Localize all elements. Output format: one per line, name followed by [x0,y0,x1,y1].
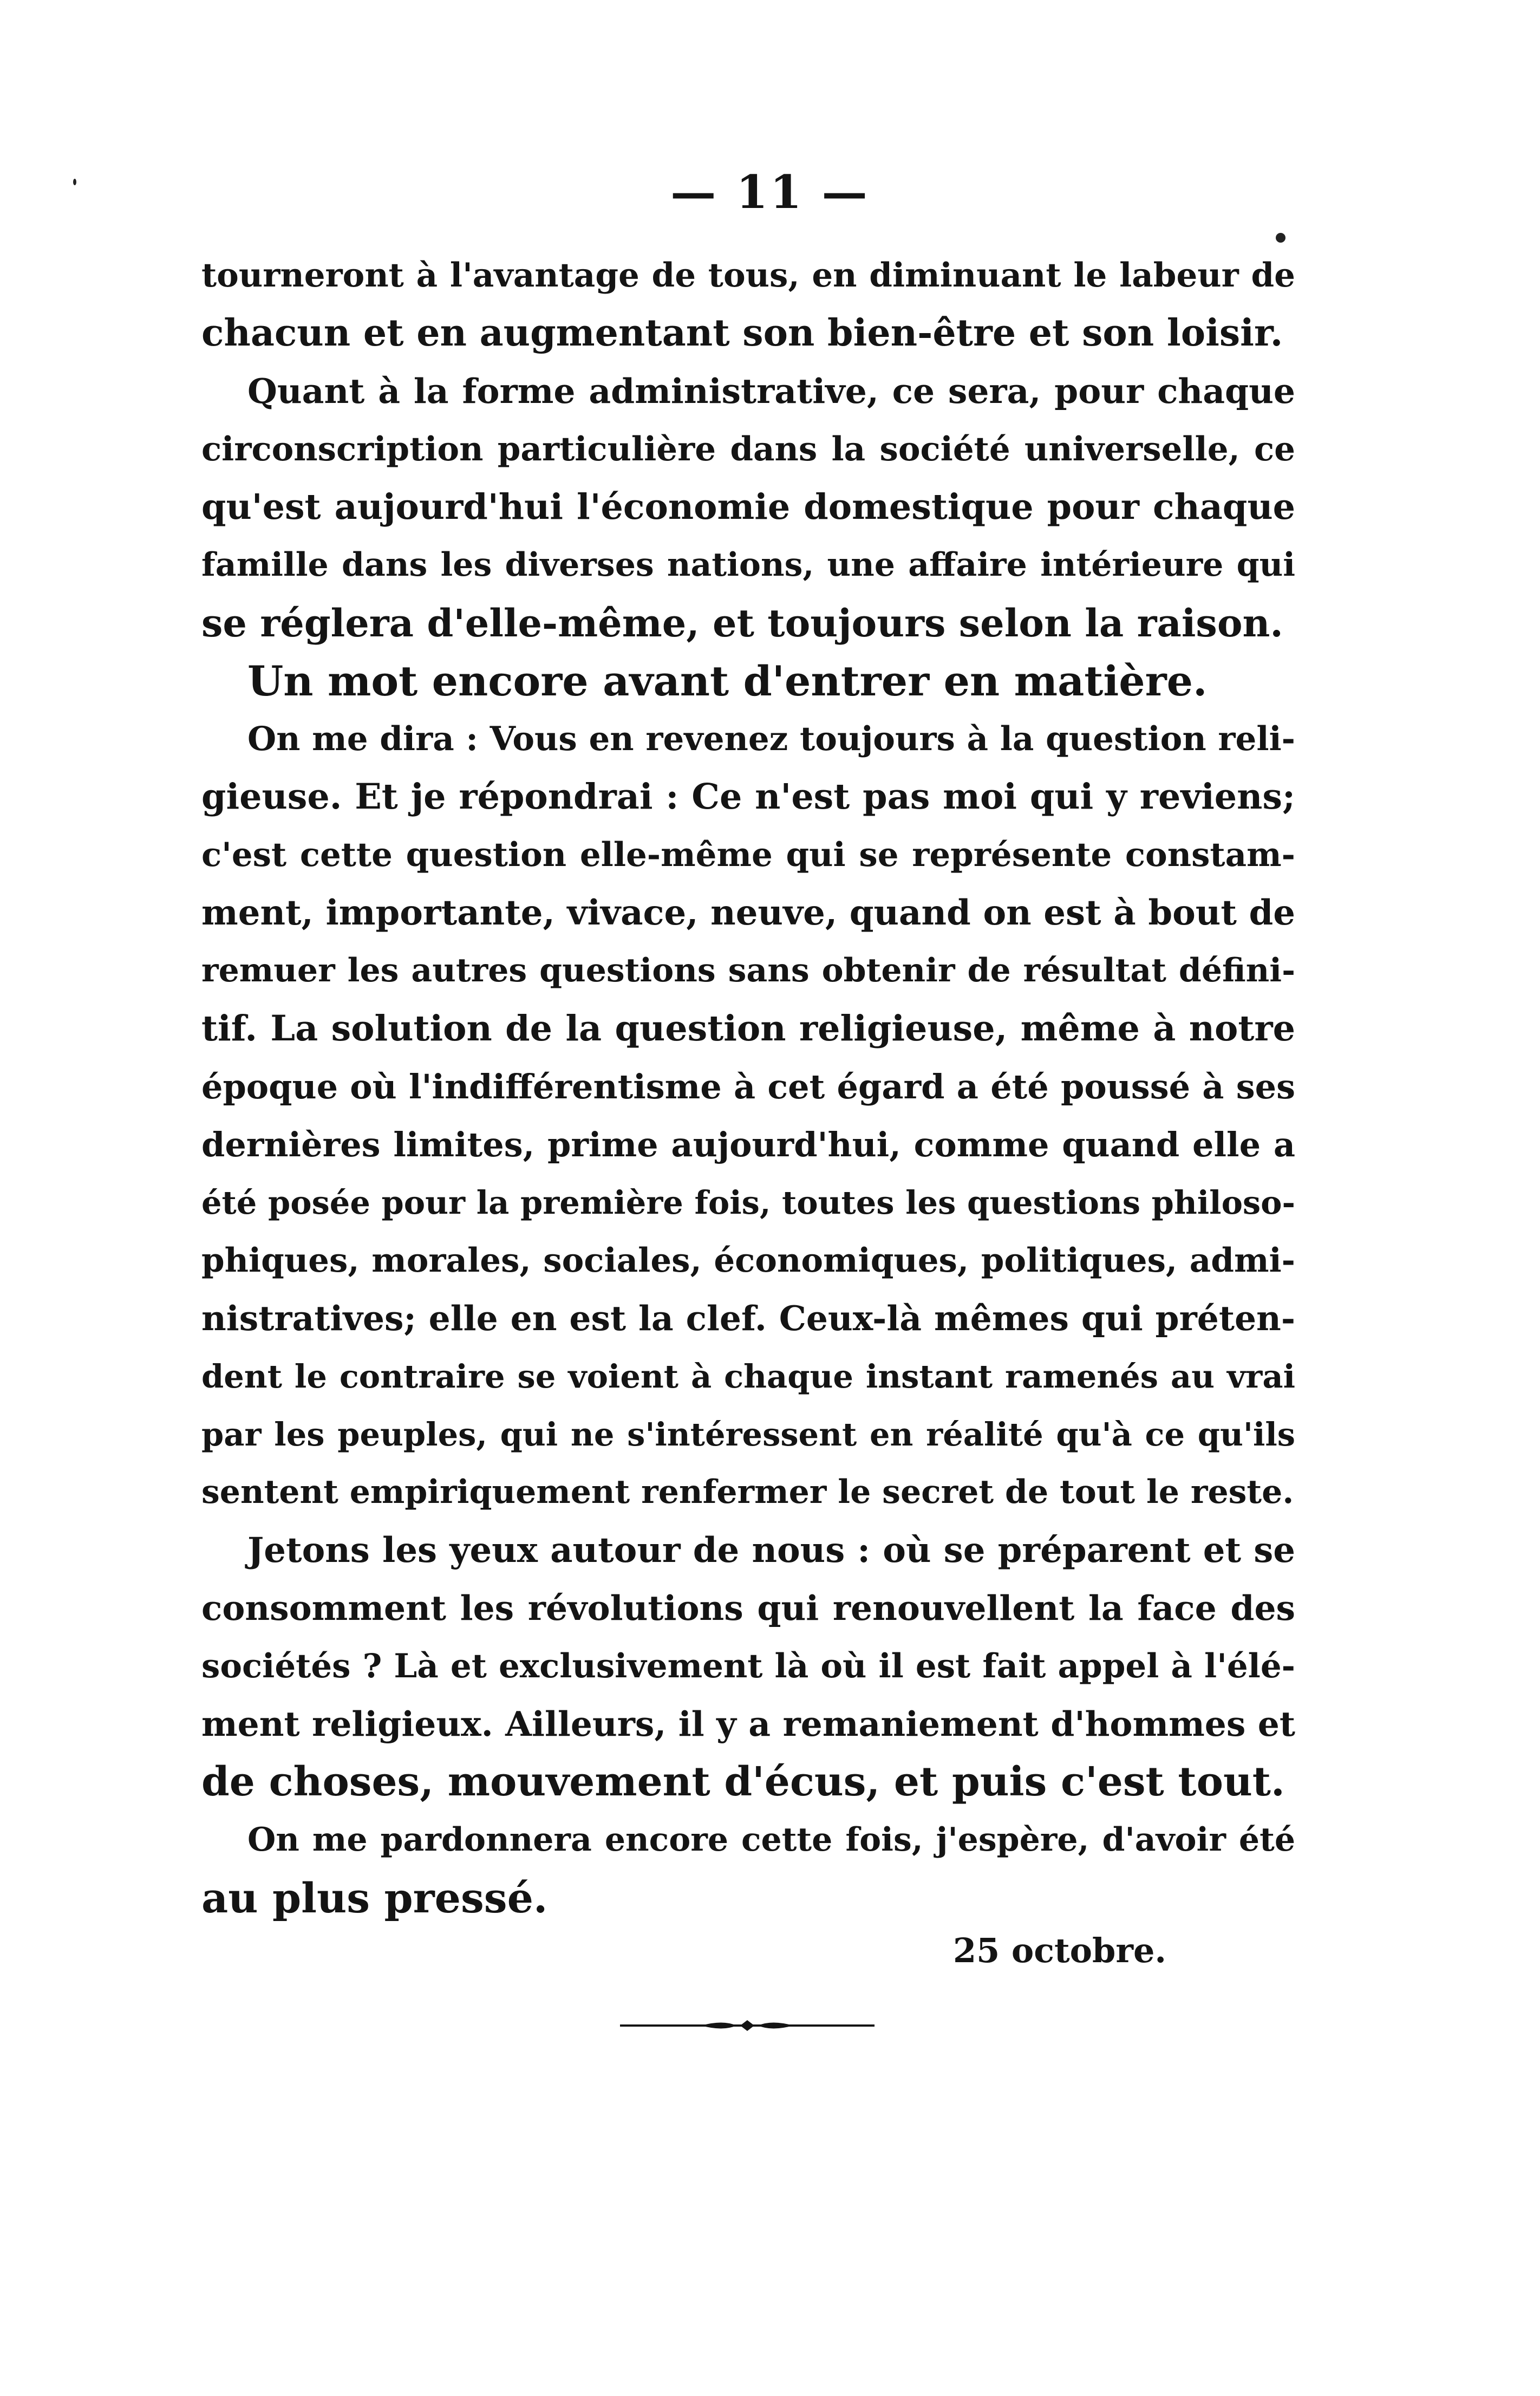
speck [1276,233,1285,243]
text-line: chacun et en augmentant son bien-être et son loisir. [201,311,1283,355]
text-line: dent le contraire se voient à chaque instant ramenés au vrai [201,1358,1295,1395]
text-line: époque où l'indifférentisme à cet égard a été poussé à ses [201,1067,1295,1106]
text-line: ment religieux. Ailleurs, il y a remaniement d'hommes et [201,1704,1295,1744]
page-number: — 11 — [670,165,870,219]
text-line: circonscription particulière dans la société universelle, ce [201,430,1295,468]
text-line: Un mot encore avant d'entrer en matière. [247,657,1208,705]
text-line: de choses, mouvement d'écus, et puis c'est tout. [201,1759,1285,1805]
text-line: c'est cette question elle-même qui se représente constam- [201,836,1295,874]
text-line: sociétés ? Là et exclusivement là où il est fait appel à l'élé- [201,1647,1295,1685]
text-line: dernières limites, prime aujourd'hui, comme quand elle a [201,1125,1295,1164]
text-line: nistratives; elle en est la clef. Ceux-là mêmes qui préten- [201,1298,1295,1338]
text-line: phiques, morales, sociales, économiques, politiques, admi- [201,1241,1295,1280]
text-line: qu'est aujourd'hui l'économie domestique pour chaque [201,486,1295,528]
text-line: famille dans les diverses nations, une affaire intérieure qui [201,546,1295,584]
text-line: consomment les révolutions qui renouvellent la face des [201,1588,1295,1628]
text-line: On me dira : Vous en revenez toujours à la question reli- [247,720,1295,758]
text-line: Jetons les yeux autour de nous : où se préparent et se [247,1530,1295,1571]
text-line: gieuse. Et je répondrai : Ce n'est pas moi qui y reviens; [201,776,1295,817]
date-signature: 25 octobre. [953,1931,1167,1970]
text-line: ment, importante, vivace, neuve, quand on est à bout de [201,893,1295,933]
body-text [201,246,1295,1927]
text-line: Quant à la forme administrative, ce sera, pour chaque [247,371,1295,411]
text-line: se réglera d'elle-même, et toujours selon la raison. [201,601,1283,646]
text-line: tourneront à l'avantage de tous, en diminuant le labeur de [201,256,1295,295]
text-line: On me pardonnera encore cette fois, j'espère, d'avoir été [247,1821,1295,1859]
text-line: remuer les autres questions sans obtenir de résultat défini- [201,952,1295,989]
text-line: tif. La solution de la question religieuse, même à notre [201,1008,1295,1049]
text-line: au plus pressé. [201,1874,548,1922]
text-line: sentent empiriquement renfermer le secret de tout le reste. [201,1473,1294,1511]
text-line: été posée pour la première fois, toutes les questions philoso- [201,1184,1295,1221]
text-line: par les peuples, qui ne s'intéressent en réalité qu'à ce qu'ils [201,1416,1295,1453]
ornament-divider [620,2017,875,2034]
speck [73,179,76,185]
